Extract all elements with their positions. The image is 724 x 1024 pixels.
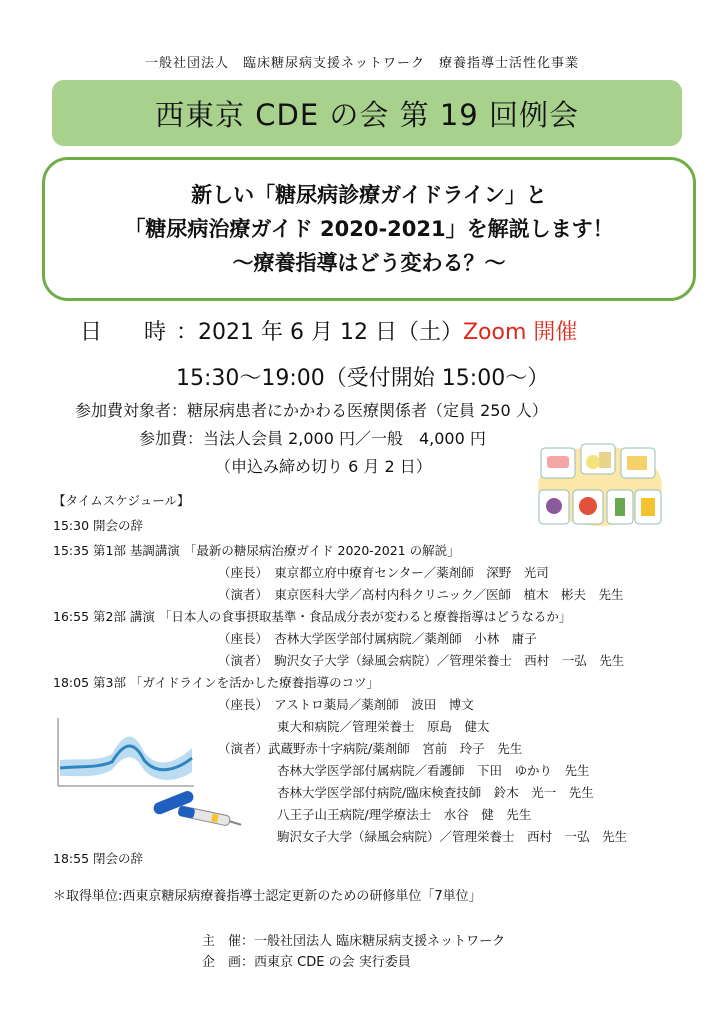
insulin-pen-icon [150, 780, 245, 830]
zoom-label: Zoom 開催 [462, 320, 578, 345]
schedule-row: （座長） アストロ薬局／薬剤師 波田 博文 [218, 697, 474, 712]
organizer-line: 一般社団法人 臨床糖尿病支援ネットワーク 療養指導士活性化事業 [144, 56, 579, 71]
schedule-row: 15:35 第1部 基調講演 「最新の糖尿病治療ガイド 2020-2021 の解説」 [53, 543, 460, 558]
schedule-row: （座長） 杏林大学医学部付属病院／薬剤師 小林 庸子 [218, 631, 537, 646]
subtitle-line-3: ～療養指導はどう変わる？～ [232, 251, 506, 275]
host: 主 催：一般社団法人 臨床糖尿病支援ネットワーク [202, 934, 506, 949]
schedule-row: 16:55 第2部 講演 「日本人の食事摂取基準・食品成分表が変わると療養指導はどうなるか」 [53, 609, 572, 624]
event-date [80, 315, 577, 346]
deadline: （申込み締め切り 6 月 2 日） [215, 457, 432, 476]
schedule-row: 杏林大学医学部付病院/臨床検査技師 鈴木 光一 先生 [277, 785, 594, 800]
schedule-row: 八王子山王病院/理学療法士 水谷 健 先生 [277, 807, 532, 822]
schedule-row: 15:30 開会の辞 [53, 518, 143, 533]
schedule-heading: 【タイムスケジュール】 [53, 493, 190, 508]
date-label: 日 時 [80, 320, 177, 345]
schedule-row: （演者）武蔵野赤十字病院/薬剤師 宮前 玲子 先生 [218, 741, 523, 756]
food-groups-illustration [535, 440, 665, 532]
schedule-row: （演者） 駒沢女子大学（緑風会病院）／管理栄養士 西村 一弘 先生 [218, 653, 625, 668]
schedule-row: 杏林大学医学部付属病院／看護師 下田 ゆかり 先生 [277, 763, 590, 778]
schedule-row: 18:05 第3部 「ガイドラインを活かした療養指導のコツ」 [53, 675, 380, 690]
date-value: ：2021 年 6 月 12 日（土） [176, 320, 463, 345]
event-title: 西東京 CDE の会 第 19 回例会 [155, 97, 579, 132]
fee: 参加費：当法人会員 2,000 円／一般 4,000 円 [139, 429, 486, 448]
event-time: 15:30～19:00（受付開始 15:00～） [176, 366, 550, 391]
schedule-row: 18:55 閉会の辞 [53, 851, 143, 866]
target-audience: 参加費対象者：糖尿病患者にかかわる医療関係者（定員 250 人） [75, 401, 548, 420]
schedule-row: 駒沢女子大学（緑風会病院）／管理栄養士 西村 一弘 先生 [277, 829, 628, 844]
schedule-row: 東大和病院／管理栄養士 原島 健太 [277, 719, 490, 734]
subtitle-box [42, 157, 696, 301]
subtitle-line-2: 「糖尿病治療ガイド 2020-2021」を解説します！ [124, 217, 614, 241]
credit-note: ＊取得単位:西東京糖尿病療養指導士認定更新のための研修単位「7単位」 [53, 889, 482, 904]
schedule-row: （演者） 東京医科大学／高村内科クリニック／医師 植木 彬夫 先生 [218, 587, 624, 602]
schedule-row: （座長） 東京都立府中療育センター／薬剤師 深野 光司 [218, 565, 549, 580]
planner: 企 画：西東京 CDE の会 実行委員 [202, 955, 411, 970]
subtitle-line-1: 新しい「糖尿病診療ガイドライン」と [191, 183, 547, 207]
event-title-banner [52, 80, 682, 146]
